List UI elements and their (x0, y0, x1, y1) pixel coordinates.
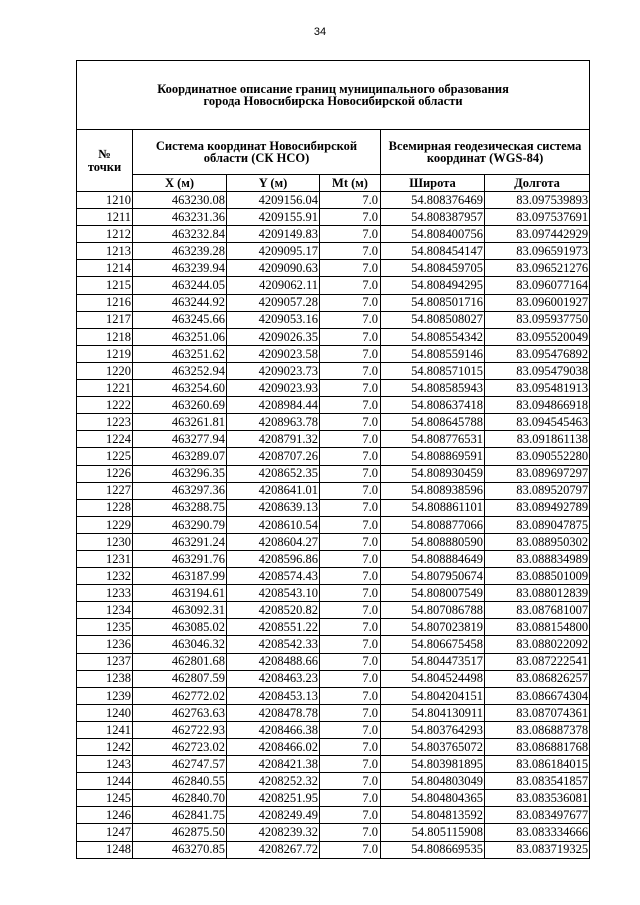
longitude-cell: 83.096591973 (485, 243, 590, 260)
table-title (77, 61, 590, 130)
mt-cell: 7.0 (320, 243, 381, 260)
mt-cell: 7.0 (320, 756, 381, 773)
point-number-cell: 1221 (77, 380, 133, 397)
x-cell: 462807.59 (133, 670, 227, 687)
table-row (77, 756, 590, 773)
latitude-cell: 54.808494295 (381, 277, 485, 294)
longitude-cell: 83.090552280 (485, 448, 590, 465)
mt-cell: 7.0 (320, 841, 381, 858)
latitude-cell: 54.808637418 (381, 397, 485, 414)
table-row (77, 362, 590, 379)
latitude-cell: 54.804204151 (381, 687, 485, 704)
latitude-cell: 54.808585943 (381, 380, 485, 397)
table-row (77, 516, 590, 533)
mt-cell: 7.0 (320, 687, 381, 704)
longitude-cell: 83.094545463 (485, 414, 590, 431)
x-cell: 463289.07 (133, 448, 227, 465)
point-number-cell: 1238 (77, 670, 133, 687)
longitude-cell: 83.087222541 (485, 653, 590, 670)
table-row (77, 448, 590, 465)
latitude-cell: 54.808459705 (381, 260, 485, 277)
mt-cell: 7.0 (320, 653, 381, 670)
point-number-cell: 1231 (77, 550, 133, 567)
table-row (77, 704, 590, 721)
longitude-cell: 83.088834989 (485, 550, 590, 567)
nsk-system-line-1: Система координат Новосибирской (155, 138, 358, 153)
longitude-cell: 83.095481913 (485, 380, 590, 397)
table-body (77, 192, 590, 859)
latitude-cell: 54.808501716 (381, 294, 485, 311)
x-cell: 463297.36 (133, 482, 227, 499)
table-row (77, 670, 590, 687)
y-cell: 4208641.01 (227, 482, 320, 499)
table-row (77, 277, 590, 294)
mt-cell: 7.0 (320, 739, 381, 756)
point-number-cell: 1232 (77, 568, 133, 585)
longitude-cell: 83.097539893 (485, 192, 590, 209)
longitude-cell: 83.088950302 (485, 533, 590, 550)
longitude-cell: 83.086674304 (485, 687, 590, 704)
wgs-system-header (381, 130, 590, 175)
longitude-cell: 83.086826257 (485, 670, 590, 687)
table-row (77, 209, 590, 226)
mt-cell: 7.0 (320, 482, 381, 499)
latitude-cell: 54.804473517 (381, 653, 485, 670)
mt-cell: 7.0 (320, 807, 381, 824)
point-number-cell: 1210 (77, 192, 133, 209)
point-number-cell: 1243 (77, 756, 133, 773)
point-number-cell: 1239 (77, 687, 133, 704)
x-cell: 462840.70 (133, 790, 227, 807)
table-title-line-2: города Новосибирска Новосибирской области (203, 94, 463, 108)
x-cell: 462840.55 (133, 773, 227, 790)
point-number-cell: 1244 (77, 773, 133, 790)
latitude-cell: 54.808400756 (381, 226, 485, 243)
y-cell: 4208463.23 (227, 670, 320, 687)
table-row (77, 328, 590, 345)
x-cell: 463270.85 (133, 841, 227, 858)
y-cell: 4209026.35 (227, 328, 320, 345)
longitude-cell: 83.083541857 (485, 773, 590, 790)
mt-cell: 7.0 (320, 414, 381, 431)
y-cell: 4208520.82 (227, 602, 320, 619)
table-row (77, 311, 590, 328)
longitude-cell: 83.086184015 (485, 756, 590, 773)
x-cell: 463244.05 (133, 277, 227, 294)
latitude-cell: 54.807950674 (381, 568, 485, 585)
point-number-cell: 1227 (77, 482, 133, 499)
table-row (77, 687, 590, 704)
latitude-cell: 54.808776531 (381, 431, 485, 448)
mt-cell: 7.0 (320, 209, 381, 226)
longitude-cell: 83.083536081 (485, 790, 590, 807)
y-cell: 4208604.27 (227, 533, 320, 550)
y-cell: 4208543.10 (227, 585, 320, 602)
point-number-cell: 1213 (77, 243, 133, 260)
longitude-cell: 83.086881768 (485, 739, 590, 756)
latitude-cell: 54.808884649 (381, 550, 485, 567)
table-row (77, 773, 590, 790)
longitude-cell: 83.091861138 (485, 431, 590, 448)
mt-cell: 7.0 (320, 345, 381, 362)
longitude-cell: 83.095479038 (485, 362, 590, 379)
mt-cell: 7.0 (320, 499, 381, 516)
y-cell: 4208267.72 (227, 841, 320, 858)
mt-cell: 7.0 (320, 277, 381, 294)
point-number-cell: 1246 (77, 807, 133, 824)
latitude-cell: 54.804804365 (381, 790, 485, 807)
mt-cell: 7.0 (320, 448, 381, 465)
point-number-cell: 1217 (77, 311, 133, 328)
longitude-cell: 83.083334666 (485, 824, 590, 841)
y-cell: 4208610.54 (227, 516, 320, 533)
point-number-cell: 1241 (77, 721, 133, 738)
longitude-cell: 83.083719325 (485, 841, 590, 858)
table-row (77, 260, 590, 277)
table-row (77, 568, 590, 585)
table-row (77, 243, 590, 260)
x-cell: 463251.06 (133, 328, 227, 345)
latitude-cell: 54.807023819 (381, 619, 485, 636)
point-number-cell: 1230 (77, 533, 133, 550)
mt-cell: 7.0 (320, 824, 381, 841)
x-cell: 463277.94 (133, 431, 227, 448)
longitude-cell: 83.087074361 (485, 704, 590, 721)
table-row (77, 380, 590, 397)
y-cell: 4208488.66 (227, 653, 320, 670)
mt-cell: 7.0 (320, 790, 381, 807)
y-cell: 4209023.73 (227, 362, 320, 379)
nsk-system-header (133, 130, 381, 175)
longitude-cell: 83.087681007 (485, 602, 590, 619)
table-row (77, 824, 590, 841)
longitude-cell: 83.095476892 (485, 345, 590, 362)
x-cell: 463244.92 (133, 294, 227, 311)
mt-cell: 7.0 (320, 602, 381, 619)
point-number-cell: 1219 (77, 345, 133, 362)
latitude-cell: 54.808877066 (381, 516, 485, 533)
x-cell: 462723.02 (133, 739, 227, 756)
table-row (77, 226, 590, 243)
x-cell: 463230.08 (133, 192, 227, 209)
mt-cell: 7.0 (320, 533, 381, 550)
column-header-mt: Mt (м) (320, 175, 381, 192)
y-cell: 4208478.78 (227, 704, 320, 721)
latitude-cell: 54.803764293 (381, 721, 485, 738)
mt-cell: 7.0 (320, 636, 381, 653)
longitude-cell: 83.097537691 (485, 209, 590, 226)
point-number-cell: 1212 (77, 226, 133, 243)
longitude-cell: 83.083497677 (485, 807, 590, 824)
y-cell: 4208791.32 (227, 431, 320, 448)
point-number-cell: 1248 (77, 841, 133, 858)
mt-cell: 7.0 (320, 585, 381, 602)
mt-cell: 7.0 (320, 260, 381, 277)
table-row (77, 739, 590, 756)
y-cell: 4209149.83 (227, 226, 320, 243)
latitude-cell: 54.804813592 (381, 807, 485, 824)
mt-cell: 7.0 (320, 516, 381, 533)
mt-cell: 7.0 (320, 721, 381, 738)
point-number-cell: 1214 (77, 260, 133, 277)
table-row (77, 345, 590, 362)
wgs-system-line-1: Всемирная геодезическая система (388, 138, 582, 153)
table-row (77, 790, 590, 807)
table-row (77, 482, 590, 499)
y-cell: 4208239.32 (227, 824, 320, 841)
point-number-cell: 1225 (77, 448, 133, 465)
y-cell: 4209053.16 (227, 311, 320, 328)
mt-cell: 7.0 (320, 773, 381, 790)
x-cell: 462747.57 (133, 756, 227, 773)
point-number-cell: 1224 (77, 431, 133, 448)
column-header-x: X (м) (133, 175, 227, 192)
mt-cell: 7.0 (320, 704, 381, 721)
table-row (77, 192, 590, 209)
mt-cell: 7.0 (320, 294, 381, 311)
table-row (77, 431, 590, 448)
y-cell: 4208466.38 (227, 721, 320, 738)
latitude-cell: 54.808869591 (381, 448, 485, 465)
longitude-cell: 83.095520049 (485, 328, 590, 345)
table-row (77, 499, 590, 516)
mt-cell: 7.0 (320, 619, 381, 636)
point-number-cell: 1216 (77, 294, 133, 311)
x-cell: 462763.63 (133, 704, 227, 721)
coordinates-table (76, 60, 590, 859)
x-cell: 462772.02 (133, 687, 227, 704)
mt-cell: 7.0 (320, 362, 381, 379)
table-row (77, 397, 590, 414)
y-cell: 4208542.33 (227, 636, 320, 653)
x-cell: 463046.32 (133, 636, 227, 653)
point-number-cell: 1218 (77, 328, 133, 345)
x-cell: 463231.36 (133, 209, 227, 226)
y-cell: 4209062.11 (227, 277, 320, 294)
x-cell: 463239.28 (133, 243, 227, 260)
point-number-cell: 1228 (77, 499, 133, 516)
latitude-cell: 54.808454147 (381, 243, 485, 260)
x-cell: 463296.35 (133, 465, 227, 482)
table-row (77, 294, 590, 311)
point-number-cell: 1229 (77, 516, 133, 533)
y-cell: 4208421.38 (227, 756, 320, 773)
nsk-system-line-2: области (СК НСО) (203, 151, 310, 165)
table-row (77, 550, 590, 567)
point-number-cell: 1236 (77, 636, 133, 653)
table-row (77, 602, 590, 619)
mt-cell: 7.0 (320, 568, 381, 585)
point-number-cell: 1242 (77, 739, 133, 756)
column-header-latitude: Широта (381, 175, 485, 192)
point-number-symbol: № (98, 147, 111, 161)
y-cell: 4209023.93 (227, 380, 320, 397)
mt-cell: 7.0 (320, 397, 381, 414)
table-row (77, 653, 590, 670)
longitude-cell: 83.088501009 (485, 568, 590, 585)
x-cell: 462841.75 (133, 807, 227, 824)
point-number-cell: 1223 (77, 414, 133, 431)
y-cell: 4208252.32 (227, 773, 320, 790)
mt-cell: 7.0 (320, 465, 381, 482)
x-cell: 463288.75 (133, 499, 227, 516)
point-number-cell: 1233 (77, 585, 133, 602)
mt-cell: 7.0 (320, 670, 381, 687)
table-row (77, 585, 590, 602)
point-number-label: точки (87, 159, 122, 174)
latitude-cell: 54.808571015 (381, 362, 485, 379)
y-cell: 4208639.13 (227, 499, 320, 516)
mt-cell: 7.0 (320, 380, 381, 397)
latitude-cell: 54.804130911 (381, 704, 485, 721)
x-cell: 463290.79 (133, 516, 227, 533)
page-number: 34 (313, 26, 327, 38)
x-cell: 463254.60 (133, 380, 227, 397)
x-cell: 463239.94 (133, 260, 227, 277)
longitude-cell: 83.088154800 (485, 619, 590, 636)
y-cell: 4209090.63 (227, 260, 320, 277)
latitude-cell: 54.803981895 (381, 756, 485, 773)
table-row (77, 533, 590, 550)
y-cell: 4209156.04 (227, 192, 320, 209)
latitude-cell: 54.808387957 (381, 209, 485, 226)
y-cell: 4208707.26 (227, 448, 320, 465)
x-cell: 463085.02 (133, 619, 227, 636)
point-number-cell: 1234 (77, 602, 133, 619)
y-cell: 4208596.86 (227, 550, 320, 567)
longitude-cell: 83.096077164 (485, 277, 590, 294)
longitude-cell: 83.089697297 (485, 465, 590, 482)
longitude-cell: 83.088022092 (485, 636, 590, 653)
mt-cell: 7.0 (320, 550, 381, 567)
latitude-cell: 54.808508027 (381, 311, 485, 328)
longitude-cell: 83.089520797 (485, 482, 590, 499)
mt-cell: 7.0 (320, 192, 381, 209)
point-number-cell: 1220 (77, 362, 133, 379)
x-cell: 463187.99 (133, 568, 227, 585)
y-cell: 4208652.35 (227, 465, 320, 482)
mt-cell: 7.0 (320, 311, 381, 328)
mt-cell: 7.0 (320, 328, 381, 345)
longitude-cell: 83.096001927 (485, 294, 590, 311)
point-number-cell: 1237 (77, 653, 133, 670)
point-number-cell: 1245 (77, 790, 133, 807)
table-row (77, 841, 590, 858)
x-cell: 462875.50 (133, 824, 227, 841)
y-cell: 4209057.28 (227, 294, 320, 311)
x-cell: 463245.66 (133, 311, 227, 328)
mt-cell: 7.0 (320, 226, 381, 243)
x-cell: 463291.24 (133, 533, 227, 550)
y-cell: 4209095.17 (227, 243, 320, 260)
x-cell: 462722.93 (133, 721, 227, 738)
longitude-cell: 83.096521276 (485, 260, 590, 277)
table-row (77, 807, 590, 824)
y-cell: 4209155.91 (227, 209, 320, 226)
latitude-cell: 54.808880590 (381, 533, 485, 550)
longitude-cell: 83.095937750 (485, 311, 590, 328)
latitude-cell: 54.808559146 (381, 345, 485, 362)
point-number-header (77, 130, 133, 192)
x-cell: 463194.61 (133, 585, 227, 602)
table-row (77, 721, 590, 738)
longitude-cell: 83.094866918 (485, 397, 590, 414)
x-cell: 463092.31 (133, 602, 227, 619)
y-cell: 4208251.95 (227, 790, 320, 807)
latitude-cell: 54.806675458 (381, 636, 485, 653)
wgs-system-line-2: координат (WGS-84) (426, 151, 544, 165)
latitude-cell: 54.808861101 (381, 499, 485, 516)
y-cell: 4208249.49 (227, 807, 320, 824)
latitude-cell: 54.804524498 (381, 670, 485, 687)
latitude-cell: 54.808669535 (381, 841, 485, 858)
y-cell: 4208453.13 (227, 687, 320, 704)
longitude-cell: 83.086887378 (485, 721, 590, 738)
table-title-line-1: Координатное описание границ муниципального образования (157, 81, 509, 96)
latitude-cell: 54.808007549 (381, 585, 485, 602)
latitude-cell: 54.808554342 (381, 328, 485, 345)
column-header-y: Y (м) (227, 175, 320, 192)
latitude-cell: 54.808376469 (381, 192, 485, 209)
y-cell: 4208984.44 (227, 397, 320, 414)
point-number-cell: 1235 (77, 619, 133, 636)
y-cell: 4209023.58 (227, 345, 320, 362)
point-number-cell: 1211 (77, 209, 133, 226)
table-row (77, 414, 590, 431)
y-cell: 4208574.43 (227, 568, 320, 585)
column-header-longitude: Долгота (485, 175, 590, 192)
point-number-cell: 1240 (77, 704, 133, 721)
x-cell: 463251.62 (133, 345, 227, 362)
latitude-cell: 54.808938596 (381, 482, 485, 499)
x-cell: 463260.69 (133, 397, 227, 414)
latitude-cell: 54.807086788 (381, 602, 485, 619)
point-number-cell: 1247 (77, 824, 133, 841)
point-number-cell: 1226 (77, 465, 133, 482)
mt-cell: 7.0 (320, 431, 381, 448)
point-number-cell: 1222 (77, 397, 133, 414)
table-row (77, 636, 590, 653)
latitude-cell: 54.805115908 (381, 824, 485, 841)
latitude-cell: 54.804803049 (381, 773, 485, 790)
y-cell: 4208963.78 (227, 414, 320, 431)
x-cell: 462801.68 (133, 653, 227, 670)
latitude-cell: 54.808645788 (381, 414, 485, 431)
point-number-cell: 1215 (77, 277, 133, 294)
table-row (77, 465, 590, 482)
longitude-cell: 83.097442929 (485, 226, 590, 243)
x-cell: 463232.84 (133, 226, 227, 243)
x-cell: 463261.81 (133, 414, 227, 431)
latitude-cell: 54.803765072 (381, 739, 485, 756)
latitude-cell: 54.808930459 (381, 465, 485, 482)
x-cell: 463252.94 (133, 362, 227, 379)
y-cell: 4208551.22 (227, 619, 320, 636)
table-row (77, 619, 590, 636)
longitude-cell: 83.089047875 (485, 516, 590, 533)
longitude-cell: 83.088012839 (485, 585, 590, 602)
longitude-cell: 83.089492789 (485, 499, 590, 516)
y-cell: 4208466.02 (227, 739, 320, 756)
x-cell: 463291.76 (133, 550, 227, 567)
